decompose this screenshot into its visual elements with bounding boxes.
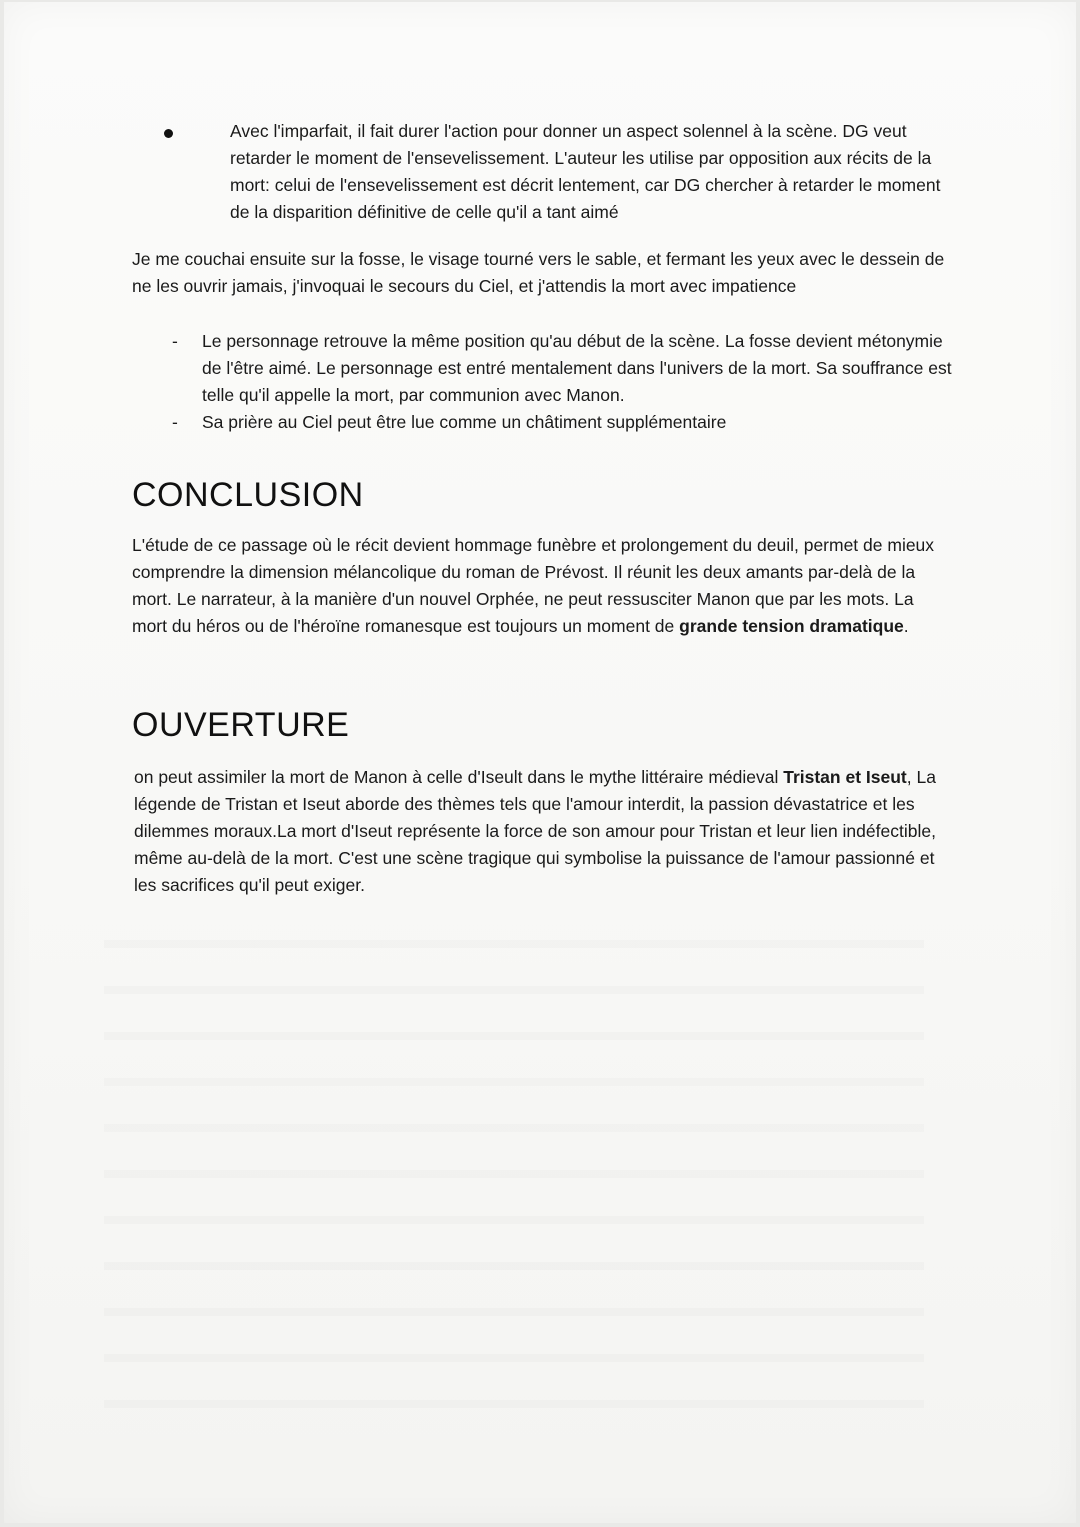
dash-item bbox=[164, 409, 959, 436]
ouverture-text-before: on peut assimiler la mort de Manon à celle d'Iseult dans le mythe littéraire médieval bbox=[134, 767, 784, 787]
dash-text: Le personnage retrouve la même position qu'au début de la scène. La fosse devient métonymie de l'être aimé. Le personnage est entré mentalement dans l'univers de la mort. Sa souffrance est telle qu'il appelle la mort, par communion avec Manon. bbox=[202, 331, 952, 405]
bullet-text: Avec l'imparfait, il fait durer l'action pour donner un aspect solennel à la scène. DG veut retarder le moment de l'ensevelissement. L'auteur les utilise par opposition aux récits de la mort: celui de l'ensevelissement est décrit lentement, car DG chercher à retarder le moment de la disparition définitive de celle qu'il a tant aimé bbox=[230, 121, 941, 222]
quote-paragraph: Je me couchai ensuite sur la fosse, le visage tourné vers le sable, et fermant les yeux avec le dessein de ne les ouvrir jamais, j'invoquai le secours du Ciel, et j'attendis la mort avec impatience bbox=[132, 249, 945, 296]
ouverture-heading: OUVERTURE bbox=[132, 706, 350, 744]
ouverture-text-after: , La légende de Tristan et Iseut aborde des thèmes tels que l'amour interdit, la passion dévastatrice et les dilemmes moraux.La mort d'Iseut représente la force de son amour pour Tristan et leur lien indéfectible, même au-delà de la mort. C'est une scène tragique qui symbolise la puissance de l'amour passionné et les sacrifices qu'il peut exiger. bbox=[134, 767, 936, 895]
ouverture-paragraph bbox=[134, 764, 954, 899]
dash-marker: - bbox=[172, 412, 178, 432]
conclusion-end: . bbox=[903, 616, 909, 636]
bullet-list bbox=[164, 118, 954, 226]
bullet-dot-icon bbox=[164, 129, 173, 138]
conclusion-heading: CONCLUSION bbox=[132, 476, 364, 514]
conclusion-bold: grande tension dramatique bbox=[679, 616, 904, 636]
scanned-page bbox=[4, 2, 1076, 1523]
bleed-through-shadow bbox=[104, 902, 924, 1422]
ouverture-bold: Tristan et Iseut bbox=[783, 767, 907, 787]
conclusion-text: L'étude de ce passage où le récit devient hommage funèbre et prolongement du deuil, permet de mieux comprendre la dimension mélancolique du roman de Prévost. Il réunit les deux amants par-delà de la mort. Le narrateur, à la manière d'un nouvel Orphée, ne peut ressusciter Manon que par les mots. La mort du héros ou de l'héroïne romanesque est toujours un moment de bbox=[132, 535, 935, 636]
bullet-item bbox=[164, 118, 954, 226]
dash-marker: - bbox=[172, 331, 178, 351]
dash-text: Sa prière au Ciel peut être lue comme un châtiment supplémentaire bbox=[202, 412, 727, 432]
conclusion-paragraph bbox=[132, 532, 952, 640]
dash-list bbox=[164, 328, 959, 436]
dash-item bbox=[164, 328, 959, 409]
